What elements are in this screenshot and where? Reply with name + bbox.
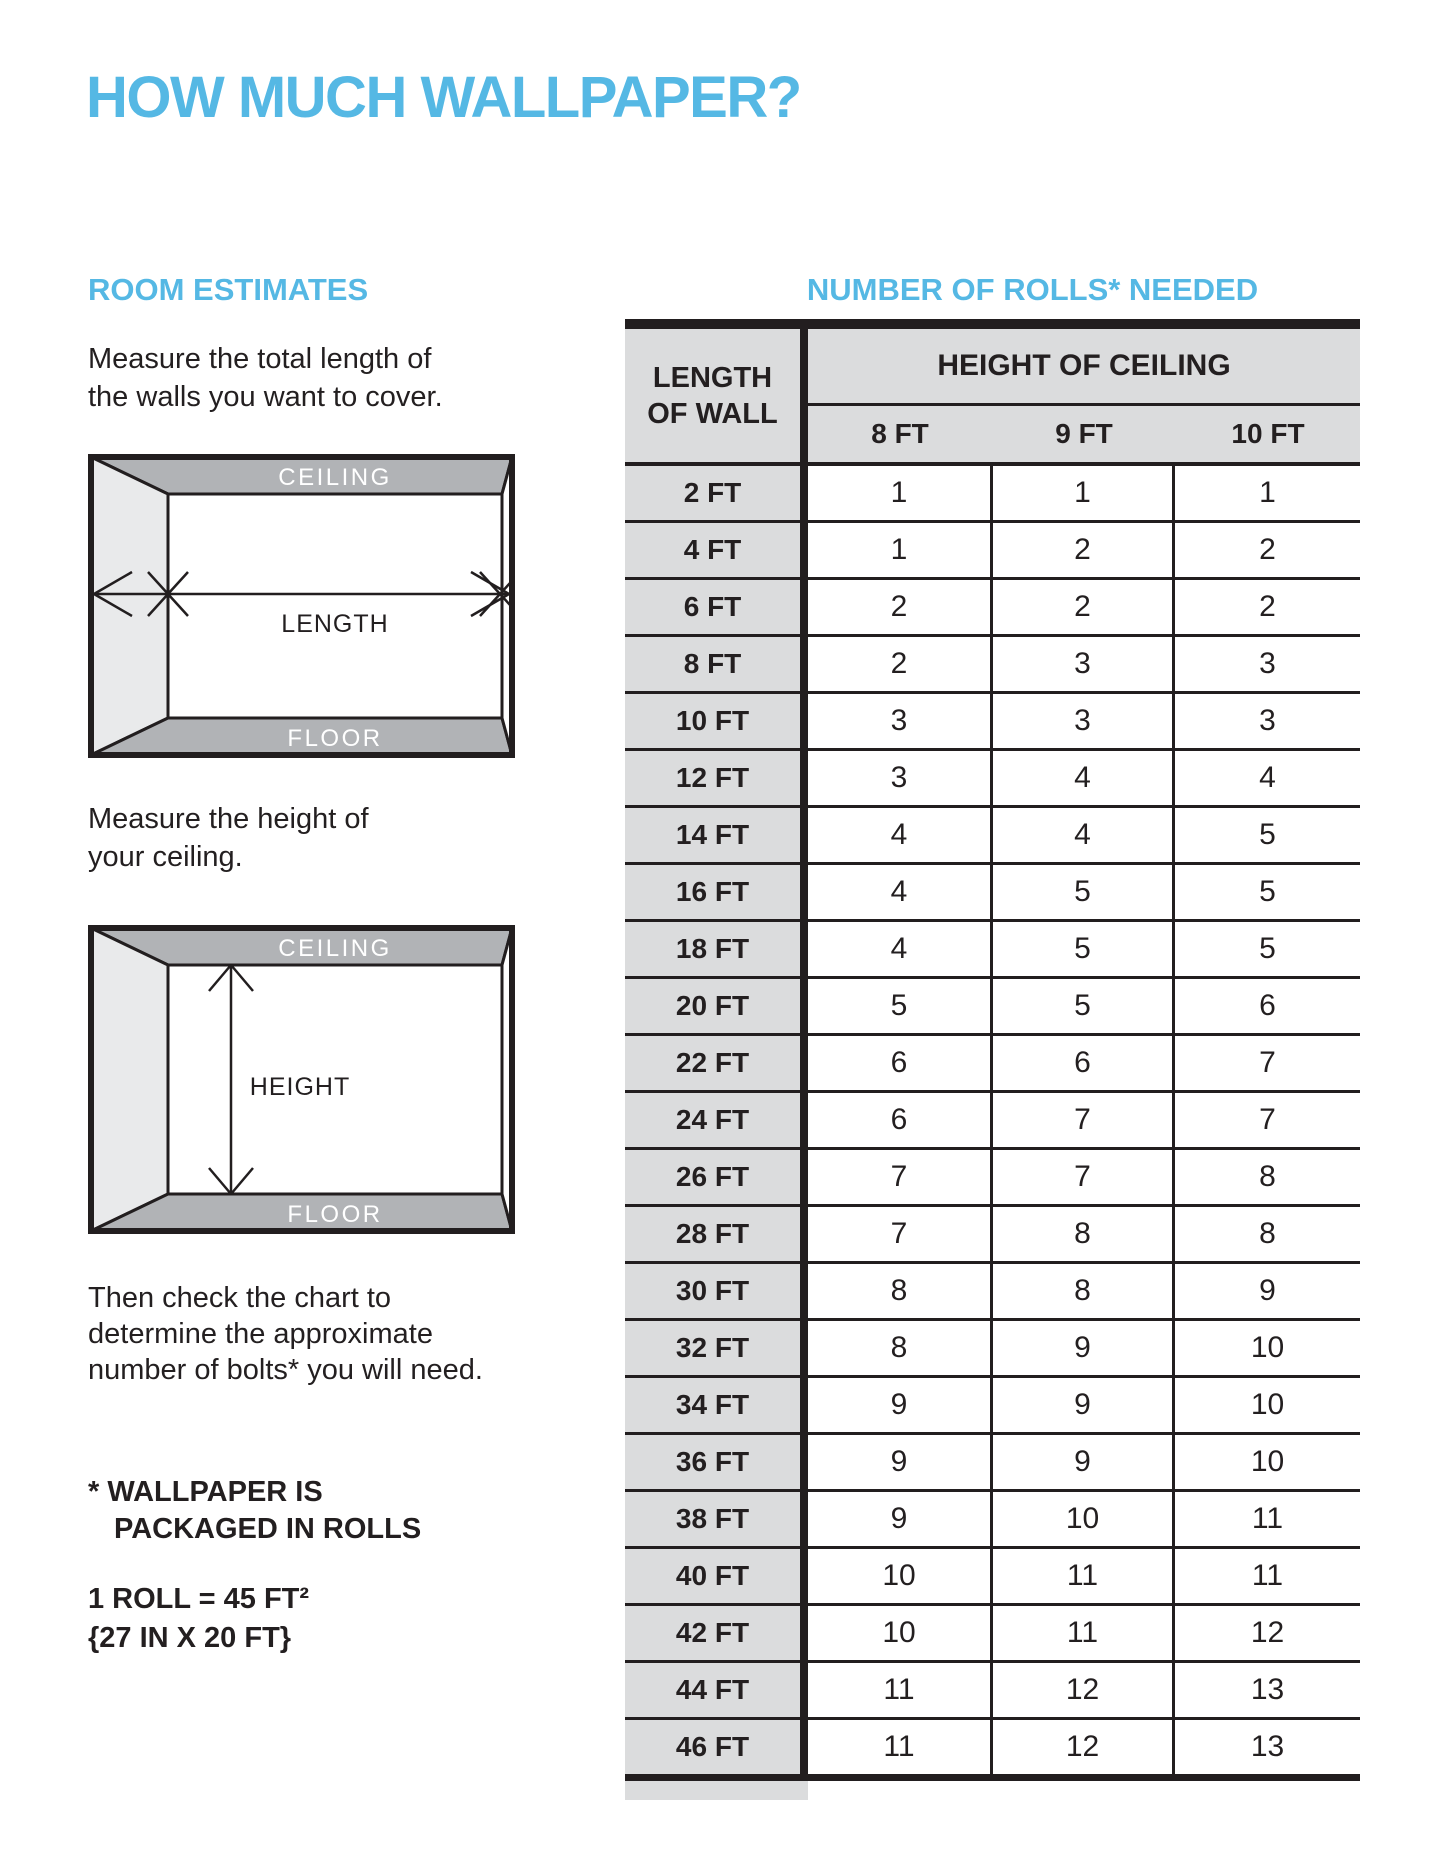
roll-count-cell: 7: [808, 1207, 993, 1261]
roll-count-cell: 2: [808, 637, 993, 691]
wall-length-label: 16 FT: [625, 865, 808, 919]
roll-count-cell: 3: [808, 751, 993, 805]
height-label: HEIGHT: [249, 1073, 351, 1101]
footnote-line: PACKAGED IN ROLLS: [114, 1513, 422, 1545]
roll-count-cell: 11: [1175, 1492, 1360, 1546]
roll-count-cell: 6: [993, 1036, 1175, 1090]
table-body: [625, 466, 1360, 1777]
roll-count-cell: 6: [808, 1093, 993, 1147]
wall-length-label: 28 FT: [625, 1207, 808, 1261]
paragraph-line: Measure the height of: [88, 803, 369, 835]
roll-count-cell: 2: [1175, 580, 1360, 634]
wall-length-label: 38 FT: [625, 1492, 808, 1546]
roll-count-cell: 12: [1175, 1606, 1360, 1660]
length-label: LENGTH: [281, 610, 389, 638]
floor-label: FLOOR: [287, 1201, 383, 1228]
wall-length-label: 24 FT: [625, 1093, 808, 1147]
roll-count-cell: 9: [993, 1435, 1175, 1489]
roll-count-cell: 8: [993, 1207, 1175, 1261]
table-row: [625, 523, 1360, 580]
roll-count-cell: 10: [1175, 1321, 1360, 1375]
roll-count-cell: 2: [993, 523, 1175, 577]
roll-count-cell: 9: [808, 1378, 993, 1432]
roll-count-cell: 11: [993, 1606, 1175, 1660]
table-row: [625, 1378, 1360, 1435]
table-row: [625, 1036, 1360, 1093]
roll-count-cell: 9: [993, 1378, 1175, 1432]
header-line: OF WALL: [647, 397, 778, 430]
roll-count-cell: 3: [1175, 694, 1360, 748]
roll-count-cell: 2: [808, 580, 993, 634]
table-row: [625, 1093, 1360, 1150]
table-row: [625, 1435, 1360, 1492]
wall-length-label: 18 FT: [625, 922, 808, 976]
column-header-9ft: 9 FT: [1055, 418, 1113, 449]
roll-count-cell: 9: [808, 1435, 993, 1489]
wall-length-label: 2 FT: [625, 466, 808, 520]
roll-count-cell: 5: [808, 979, 993, 1033]
table-row: [625, 1321, 1360, 1378]
roll-count-cell: 10: [993, 1492, 1175, 1546]
roll-count-cell: 6: [808, 1036, 993, 1090]
roll-count-cell: 11: [993, 1549, 1175, 1603]
wall-length-label: 32 FT: [625, 1321, 808, 1375]
wall-length-label: 20 FT: [625, 979, 808, 1033]
roll-count-cell: 8: [808, 1264, 993, 1318]
roll-count-cell: 10: [1175, 1378, 1360, 1432]
roll-count-cell: 6: [1175, 979, 1360, 1033]
wall-length-label: 4 FT: [625, 523, 808, 577]
table-row: [625, 865, 1360, 922]
rolls-needed-heading: NUMBER OF ROLLS* NEEDED: [806, 272, 1259, 307]
roll-count-cell: 9: [808, 1492, 993, 1546]
roll-count-cell: 4: [993, 808, 1175, 862]
wall-length-label: 42 FT: [625, 1606, 808, 1660]
roll-count-cell: 1: [808, 466, 993, 520]
roll-count-cell: 7: [993, 1150, 1175, 1204]
paragraph-line: Then check the chart to: [88, 1282, 392, 1314]
header-line: LENGTH: [652, 361, 773, 394]
ceiling-label: CEILING: [278, 464, 392, 491]
wall-length-label: 36 FT: [625, 1435, 808, 1489]
roll-count-cell: 9: [1175, 1264, 1360, 1318]
roll-count-cell: 5: [993, 865, 1175, 919]
rolls-table: [625, 319, 1360, 1800]
roll-count-cell: 7: [1175, 1036, 1360, 1090]
measure-height-paragraph: [88, 800, 369, 876]
wall-length-label: 14 FT: [625, 808, 808, 862]
roll-count-cell: 10: [1175, 1435, 1360, 1489]
room-length-diagram: [88, 454, 515, 758]
table-row: [625, 1549, 1360, 1606]
roll-count-cell: 7: [808, 1150, 993, 1204]
roll-count-cell: 3: [808, 694, 993, 748]
table-row: [625, 1606, 1360, 1663]
roll-size-info: [88, 1580, 309, 1658]
table-row: [625, 1150, 1360, 1207]
table-top-border: [625, 319, 1360, 329]
roll-count-cell: 8: [1175, 1150, 1360, 1204]
roll-count-cell: 9: [993, 1321, 1175, 1375]
roll-count-cell: 3: [993, 694, 1175, 748]
roll-count-cell: 4: [808, 865, 993, 919]
roll-count-cell: 4: [1175, 751, 1360, 805]
roll-count-cell: 1: [1175, 466, 1360, 520]
ceiling-height-diagram: [88, 925, 515, 1234]
table-row: [625, 1264, 1360, 1321]
wall-length-label: 40 FT: [625, 1549, 808, 1603]
roll-count-cell: 7: [993, 1093, 1175, 1147]
roll-count-cell: 1: [808, 523, 993, 577]
roll-count-cell: 11: [808, 1720, 993, 1774]
column-header-10ft: 10 FT: [1231, 418, 1305, 449]
table-row: [625, 922, 1360, 979]
measure-length-paragraph: [88, 340, 443, 416]
roll-count-cell: 4: [808, 808, 993, 862]
roll-count-cell: 3: [1175, 637, 1360, 691]
roll-count-cell: 13: [1175, 1663, 1360, 1717]
roll-count-cell: 4: [993, 751, 1175, 805]
wall-length-label: 12 FT: [625, 751, 808, 805]
roll-count-cell: 7: [1175, 1093, 1360, 1147]
roll-count-cell: 2: [1175, 523, 1360, 577]
first-column-stub: [625, 1781, 808, 1800]
roll-count-cell: 12: [993, 1720, 1175, 1774]
length-of-wall-header: [625, 329, 808, 462]
roll-count-cell: 2: [993, 580, 1175, 634]
left-wall-panel: [91, 928, 168, 1231]
roll-size-line: {27 IN X 20 FT}: [88, 1622, 292, 1654]
paragraph-line: determine the approximate: [88, 1318, 433, 1350]
roll-count-cell: 11: [1175, 1549, 1360, 1603]
wall-length-label: 34 FT: [625, 1378, 808, 1432]
room-estimates-heading: ROOM ESTIMATES: [88, 272, 369, 307]
check-chart-paragraph: [88, 1280, 483, 1388]
roll-count-cell: 5: [1175, 865, 1360, 919]
roll-count-cell: 5: [1175, 922, 1360, 976]
wall-length-label: 44 FT: [625, 1663, 808, 1717]
column-header-8ft: 8 FT: [871, 418, 929, 449]
roll-count-cell: 8: [808, 1321, 993, 1375]
paragraph-line: Measure the total length of: [88, 343, 432, 375]
table-row: [625, 694, 1360, 751]
table-row: [625, 751, 1360, 808]
page-title: HOW MUCH WALLPAPER?: [86, 65, 801, 130]
wall-length-label: 8 FT: [625, 637, 808, 691]
table-row: [625, 580, 1360, 637]
roll-count-cell: 5: [1175, 808, 1360, 862]
floor-label: FLOOR: [287, 725, 383, 752]
height-dimension-arrow: [209, 965, 253, 1194]
ceiling-label: CEILING: [278, 935, 392, 962]
roll-size-line: 1 ROLL = 45 FT²: [88, 1583, 310, 1615]
roll-count-cell: 11: [808, 1663, 993, 1717]
table-row: [625, 1492, 1360, 1549]
table-row: [625, 979, 1360, 1036]
table-row: [625, 1207, 1360, 1264]
paragraph-line: number of bolts* you will need.: [88, 1354, 483, 1386]
paragraph-line: the walls you want to cover.: [88, 381, 443, 413]
table-row: [625, 808, 1360, 865]
roll-count-cell: 5: [993, 979, 1175, 1033]
wall-length-label: 6 FT: [625, 580, 808, 634]
table-row: [625, 466, 1360, 523]
wall-length-label: 46 FT: [625, 1720, 808, 1774]
table-row: [625, 637, 1360, 694]
table-row: [625, 1663, 1360, 1720]
paragraph-line: your ceiling.: [88, 841, 243, 873]
wall-length-label: 10 FT: [625, 694, 808, 748]
table-header: [625, 329, 1360, 466]
roll-count-cell: 12: [993, 1663, 1175, 1717]
roll-count-cell: 3: [993, 637, 1175, 691]
footnote-line: * WALLPAPER IS: [88, 1476, 323, 1508]
wall-length-label: 22 FT: [625, 1036, 808, 1090]
roll-count-cell: 1: [993, 466, 1175, 520]
height-of-ceiling-header: HEIGHT OF CEILING: [808, 329, 1360, 406]
roll-count-cell: 8: [1175, 1207, 1360, 1261]
roll-count-cell: 4: [808, 922, 993, 976]
roll-count-cell: 10: [808, 1606, 993, 1660]
rolls-footnote: [88, 1474, 421, 1548]
ceiling-height-header-group: [808, 329, 1360, 462]
wall-length-label: 30 FT: [625, 1264, 808, 1318]
roll-count-cell: 5: [993, 922, 1175, 976]
ceiling-height-subheaders: [808, 406, 1360, 462]
table-row: [625, 1720, 1360, 1777]
roll-count-cell: 10: [808, 1549, 993, 1603]
roll-count-cell: 13: [1175, 1720, 1360, 1774]
wall-length-label: 26 FT: [625, 1150, 808, 1204]
roll-count-cell: 8: [993, 1264, 1175, 1318]
